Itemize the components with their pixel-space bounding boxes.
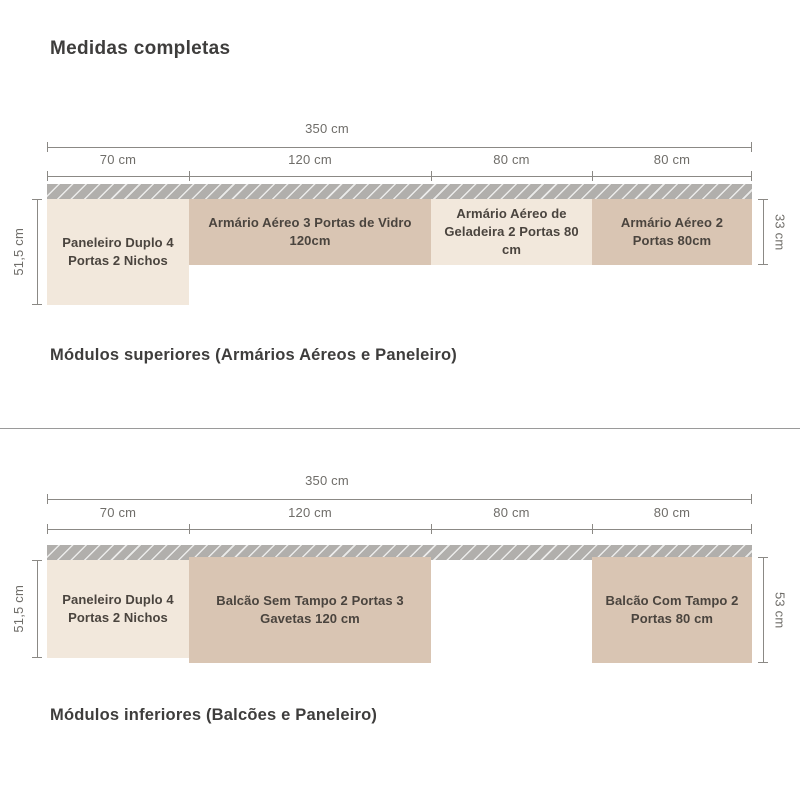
dimension-tick: [592, 171, 593, 181]
dimension-tick: [431, 524, 432, 534]
dimension-tick: [32, 199, 42, 200]
module-balcao-com-tampo: Balcão Com Tampo 2 Portas 80 cm: [592, 557, 752, 663]
segment-label-80b: 80 cm: [653, 152, 691, 167]
dimension-tick: [189, 524, 190, 534]
segment-dimension-line: [47, 529, 752, 530]
module-paneleiro-duplo: Paneleiro Duplo 4 Portas 2 Nichos: [47, 199, 189, 305]
segment-label-80b: 80 cm: [653, 505, 691, 520]
dimension-tick: [592, 524, 593, 534]
dimension-tick: [758, 264, 768, 265]
dimension-tick: [47, 494, 48, 504]
dimension-tick: [32, 560, 42, 561]
dimension-tick: [431, 171, 432, 181]
dimension-tick: [47, 142, 48, 152]
dimension-tick: [189, 171, 190, 181]
dimension-tick: [32, 304, 42, 305]
page-title: Medidas completas: [50, 38, 231, 59]
right-height-line: [763, 557, 764, 663]
dimension-tick: [751, 142, 752, 152]
module-armario-aereo-geladeira: Armário Aéreo de Geladeira 2 Portas 80 cm: [431, 199, 592, 265]
segment-dimension-line: [47, 176, 752, 177]
right-height-label: 33 cm: [772, 213, 788, 251]
dimension-tick: [758, 662, 768, 663]
module-paneleiro-duplo: Paneleiro Duplo 4 Portas 2 Nichos: [47, 560, 189, 658]
segment-label-120: 120 cm: [288, 152, 332, 167]
dimension-tick: [751, 171, 752, 181]
caption-lower-modules: Módulos inferiores (Balcões e Paneleiro): [50, 706, 378, 724]
segment-label-70: 70 cm: [99, 505, 137, 520]
module-armario-aereo-2portas: Armário Aéreo 2 Portas 80cm: [592, 199, 752, 265]
segment-label-70: 70 cm: [99, 152, 137, 167]
dimension-tick: [47, 171, 48, 181]
module-armario-aereo-vidro: Armário Aéreo 3 Portas de Vidro 120cm: [189, 199, 431, 265]
dimension-tick: [751, 524, 752, 534]
wall-hatch-strip: [47, 184, 752, 199]
total-dimension-line: [47, 147, 752, 148]
segment-label-120: 120 cm: [288, 505, 332, 520]
dimension-tick: [751, 494, 752, 504]
section-divider: [0, 428, 800, 429]
left-height-line: [37, 560, 38, 658]
total-dimension-line: [47, 499, 752, 500]
segment-label-80a: 80 cm: [493, 505, 530, 520]
total-width-label: 350 cm: [305, 121, 349, 136]
right-height-label: 53 cm: [772, 591, 788, 629]
left-height-line: [37, 199, 38, 305]
dimension-tick: [47, 524, 48, 534]
dimension-tick: [758, 199, 768, 200]
segment-label-80a: 80 cm: [493, 152, 530, 167]
dimension-tick: [32, 657, 42, 658]
right-height-line: [763, 199, 764, 265]
left-height-label: 51,5 cm: [10, 228, 26, 276]
dimension-tick: [758, 557, 768, 558]
caption-upper-modules: Módulos superiores (Armários Aéreos e Paneleiro): [50, 346, 457, 364]
module-balcao-sem-tampo: Balcão Sem Tampo 2 Portas 3 Gavetas 120 cm: [189, 557, 431, 663]
left-height-label: 51,5 cm: [10, 585, 26, 633]
total-width-label: 350 cm: [305, 473, 349, 488]
